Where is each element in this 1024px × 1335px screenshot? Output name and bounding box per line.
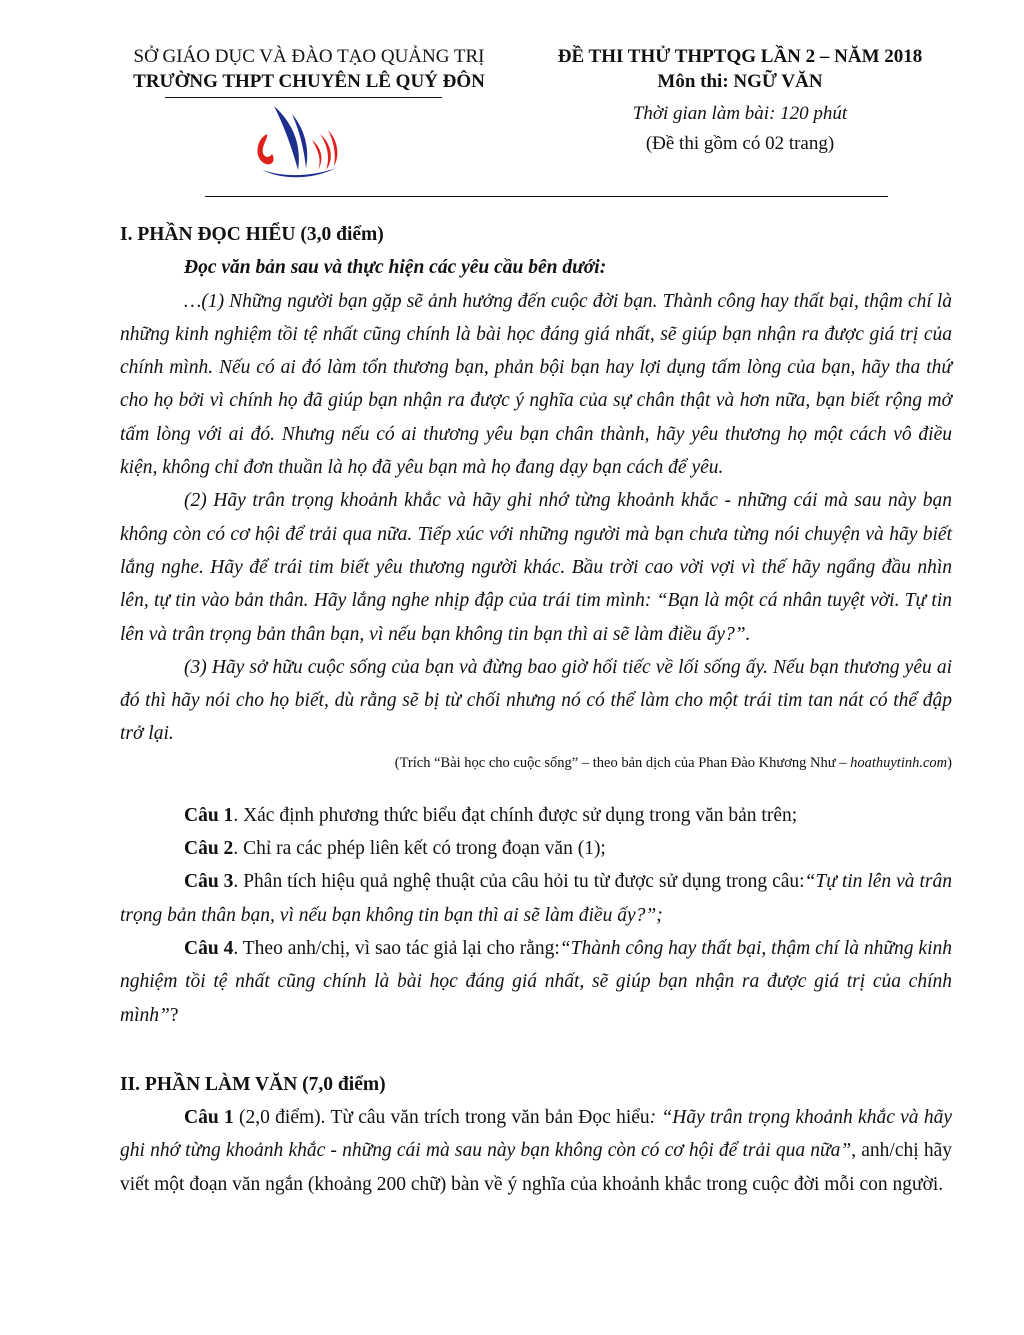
question-4-end: ? xyxy=(169,1004,179,1026)
source-text: (Trích “Bài học cho cuộc sống” – theo bản dịch của Phan Đào Khương Như – xyxy=(394,754,851,771)
writing-question-1 xyxy=(120,1101,952,1201)
question-4-quote: “Thành công hay thất bại, thậm chí là những kinh nghiệm tồi tệ nhất cũng chính là bài học đáng giá nhất, sẽ giúp bạn nhận ra được giá trị của chính mình” xyxy=(120,937,952,1026)
passage-paragraph-1: …(1) Những người bạn gặp sẽ ảnh hưởng đến cuộc đời bạn. Thành công hay thất bại, thậm chí là những kinh nghiệm tồi tệ nhất cũng chính là bài học đáng giá nhất, sẽ giúp bạn nhận ra được giá trị của chính mình. Nếu có ai đó làm tổn thương bạn, phản bội bạn hay lợi dụng tấm lòng của bạn, hãy tha thứ cho họ bởi vì chính họ đã giúp bạn nhận ra được ý nghĩa của sự chân thật và hơn nữa, bạn biết rộng mở tấm lòng với ai đó. Nhưng nếu có ai thương yêu bạn chân thành, hãy yêu thương họ một cách vô điều kiện, không chỉ đơn thuần là họ đã yêu bạn mà họ đang dạy bạn cách để yêu. xyxy=(120,290,952,479)
question-1-text: . Xác định phương thức biểu đạt chính được sử dụng trong văn bản trên; xyxy=(233,804,798,826)
exam-title: ĐỀ THI THỬ THPTQG LẦN 2 – NĂM 2018 xyxy=(557,46,923,67)
question-4 xyxy=(120,932,952,1032)
section-title-writing: II. PHẦN LÀM VĂN (7,0 điểm) xyxy=(120,1073,386,1095)
reading-instruction: Đọc văn bản sau và thực hiện các yêu cầu bên dưới: xyxy=(184,257,607,279)
writing-question-1-label: Câu 1 xyxy=(184,1107,234,1129)
source-close: ) xyxy=(947,754,952,771)
question-2-text: . Chỉ ra các phép liên kết có trong đoạn văn (1); xyxy=(233,838,606,860)
header-left xyxy=(104,44,514,94)
question-1 xyxy=(120,799,952,832)
passage-paragraph-3: (3) Hãy sở hữu cuộc sống của bạn và đừng bao giờ hối tiếc về lối sống ấy. Nếu bạn thương yêu ai đó thì hãy nói cho họ biết, dù rằng sẽ bị từ chối nhưng nó có thể làm cho một trái tim tan nát có thể đập trở lại. xyxy=(120,656,952,745)
school-logo-icon xyxy=(252,104,338,184)
question-3-text: . Phân tích hiệu quả nghệ thuật của câu hỏi tu từ được sử dụng trong câu: xyxy=(233,871,805,893)
question-4-label: Câu 4 xyxy=(184,937,234,959)
writing-question-1-quote: : “Hãy trân trọng khoảnh khắc và hãy ghi nhớ từng khoảnh khắc - những cái mà sau này bạn không còn có cơ hội để trải qua nữa” xyxy=(120,1107,952,1162)
exam-pages-note: (Đề thi gồm có 02 trang) xyxy=(645,133,835,154)
writing-question-1-text: (2,0 điểm). Từ câu văn trích trong văn bản Đọc hiểu xyxy=(233,1107,650,1129)
question-3-label: Câu 3 xyxy=(184,871,234,893)
question-4-text: . Theo anh/chị, vì sao tác giả lại cho rằng: xyxy=(233,937,560,959)
exam-duration: Thời gian làm bài: 120 phút xyxy=(632,103,848,124)
question-1-label: Câu 1 xyxy=(184,804,234,826)
question-3-quote: “Tự tin lên và trân trọng bản thân bạn, vì nếu bạn không tin bạn thì ai sẽ làm điều ấy?”; xyxy=(120,871,952,926)
school-name: TRƯỜNG THPT CHUYÊN LÊ QUÝ ĐÔN xyxy=(133,71,485,92)
writing-question-1-task: , anh/chị hãy viết một đoạn văn ngắn (khoảng 200 chữ) bàn về ý nghĩa của khoảnh khắc trong cuộc đời mỗi con người. xyxy=(120,1140,952,1195)
exam-body xyxy=(120,218,952,1201)
exam-subject: Môn thi: NGỮ VĂN xyxy=(657,71,823,92)
department-name: SỞ GIÁO DỤC VÀ ĐÀO TẠO QUẢNG TRỊ xyxy=(133,46,485,67)
question-3 xyxy=(120,865,952,932)
passage-paragraph-2: (2) Hãy trân trọng khoảnh khắc và hãy ghi nhớ từng khoảnh khắc - những cái mà sau này bạn không còn có cơ hội để trải qua nữa. Tiếp xúc với những người mà bạn chưa từng nói chuyện và hãy biết lắng nghe. Hãy để trái tim biết yêu thương người khác. Bầu trời cao vời vợi vì thế hãy ngẩng đầu nhìn lên, tự tin vào bản thân. Hãy lắng nghe nhịp đập của trái tim mình: “Bạn là một cá nhân tuyệt vời. Tự tin lên và trân trọng bản thân bạn, vì nếu bạn không tin bạn thì ai sẽ làm điều ấy?”. xyxy=(120,490,952,645)
question-2-label: Câu 2 xyxy=(184,838,234,860)
header-right xyxy=(540,44,940,156)
section-title-reading: I. PHẦN ĐỌC HIỂU (3,0 điểm) xyxy=(120,224,384,245)
question-2 xyxy=(120,832,952,865)
source-website: hoathuytinh.com xyxy=(850,754,948,771)
passage-source xyxy=(120,753,952,773)
header-divider xyxy=(205,196,888,197)
school-name-underline xyxy=(165,97,442,98)
